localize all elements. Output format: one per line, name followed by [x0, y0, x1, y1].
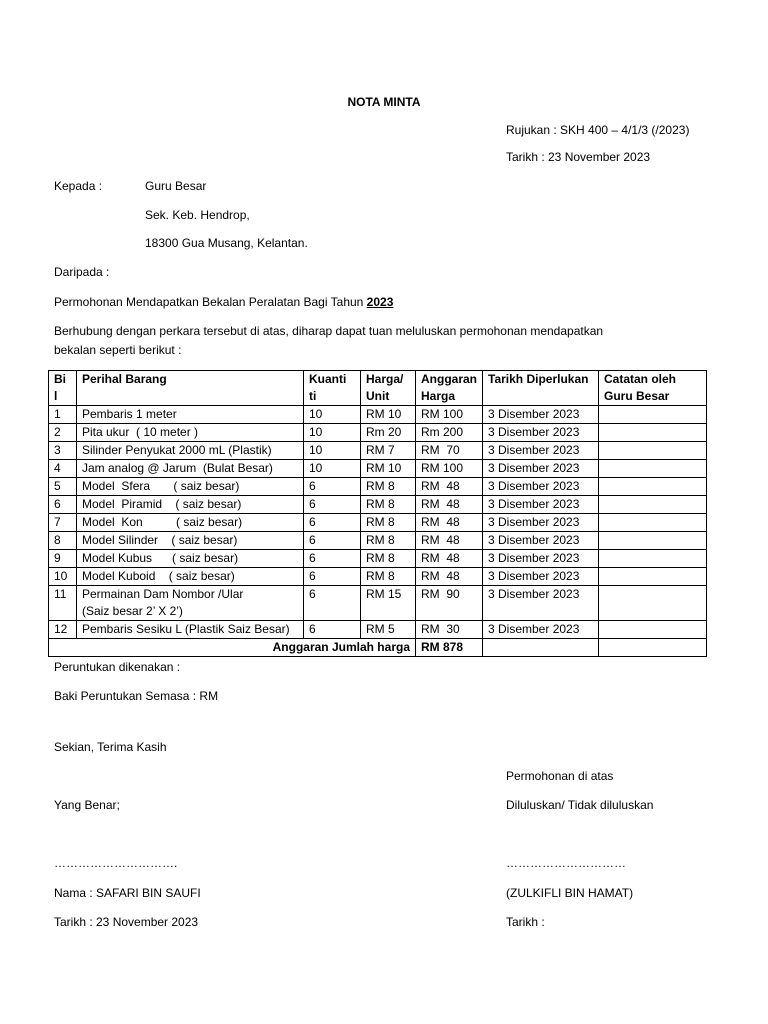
table-row — [49, 496, 707, 514]
cell-bil: 10 — [49, 568, 77, 586]
cell-bil: 11 — [49, 586, 77, 621]
cell-kuantiti: 10 — [304, 460, 361, 478]
cell-tarikh: 3 Disember 2023 — [483, 424, 599, 442]
date-bottom-left: Tarikh : 23 November 2023 — [54, 915, 199, 929]
cell-perihal: Model Kon ( saiz besar) — [77, 514, 304, 532]
cell-harga-unit: RM 8 — [361, 550, 416, 568]
cell-catatan — [599, 424, 707, 442]
cell-anggaran: RM 30 — [416, 621, 483, 639]
cell-kuantiti: 6 — [304, 586, 361, 621]
header-harga-unit: Harga/ Unit — [361, 371, 416, 406]
cell-tarikh: 3 Disember 2023 — [483, 621, 599, 639]
cell-catatan — [599, 460, 707, 478]
cell-kuantiti: 6 — [304, 621, 361, 639]
cell-bil: 8 — [49, 532, 77, 550]
baki-label: Baki Peruntukan Semasa : RM — [54, 689, 219, 703]
table-row — [49, 460, 707, 478]
cell-harga-unit: RM 8 — [361, 514, 416, 532]
cell-harga-unit: RM 10 — [361, 406, 416, 424]
document-title: NOTA MINTA — [347, 95, 421, 109]
table-row — [49, 550, 707, 568]
cell-tarikh: 3 Disember 2023 — [483, 496, 599, 514]
daripada-label: Daripada : — [54, 265, 110, 279]
cell-anggaran: RM 48 — [416, 514, 483, 532]
cell-kuantiti: 6 — [304, 550, 361, 568]
total-empty-cell — [483, 639, 599, 657]
cell-perihal: Pita ukur ( 10 meter ) — [77, 424, 304, 442]
cell-anggaran: RM 48 — [416, 496, 483, 514]
cell-harga-unit: RM 8 — [361, 532, 416, 550]
recipient-line-1: Guru Besar — [145, 179, 207, 193]
reference-number: Rujukan : SKH 400 – 4/1/3 (/2023) — [506, 123, 690, 137]
kepada-label: Kepada : — [54, 179, 103, 193]
cell-kuantiti: 10 — [304, 424, 361, 442]
cell-catatan — [599, 406, 707, 424]
cell-tarikh: 3 Disember 2023 — [483, 514, 599, 532]
body-line-1: Berhubung dengan perkara tersebut di atas, diharap dapat tuan meluluskan permohonan mendapatkan — [54, 324, 604, 338]
cell-perihal: Model Piramid ( saiz besar) — [77, 496, 304, 514]
cell-bil: 2 — [49, 424, 77, 442]
cell-harga-unit: RM 8 — [361, 568, 416, 586]
cell-kuantiti: 6 — [304, 496, 361, 514]
cell-tarikh: 3 Disember 2023 — [483, 442, 599, 460]
cell-tarikh: 3 Disember 2023 — [483, 550, 599, 568]
cell-catatan — [599, 442, 707, 460]
cell-tarikh: 3 Disember 2023 — [483, 586, 599, 621]
date-bottom-right: Tarikh : — [506, 915, 545, 929]
cell-perihal: Pembaris 1 meter — [77, 406, 304, 424]
header-bil: Bi l — [49, 371, 77, 406]
cell-bil: 3 — [49, 442, 77, 460]
cell-catatan — [599, 550, 707, 568]
cell-kuantiti: 10 — [304, 406, 361, 424]
cell-harga-unit: RM 8 — [361, 496, 416, 514]
cell-tarikh: 3 Disember 2023 — [483, 406, 599, 424]
header-perihal: Perihal Barang — [77, 371, 304, 406]
cell-anggaran: RM 48 — [416, 550, 483, 568]
cell-kuantiti: 6 — [304, 514, 361, 532]
cell-kuantiti: 6 — [304, 568, 361, 586]
total-row — [49, 639, 707, 657]
total-value: RM 878 — [416, 639, 483, 657]
cell-bil: 4 — [49, 460, 77, 478]
total-empty-cell — [599, 639, 707, 657]
cell-anggaran: RM 100 — [416, 406, 483, 424]
cell-tarikh: 3 Disember 2023 — [483, 460, 599, 478]
cell-anggaran: Rm 200 — [416, 424, 483, 442]
body-line-2: bekalan seperti berikut : — [54, 343, 182, 357]
cell-anggaran: RM 48 — [416, 568, 483, 586]
signature-line-left: …………………………. — [54, 856, 178, 870]
total-label: Anggaran Jumlah harga — [49, 639, 416, 657]
table-row — [49, 568, 707, 586]
cell-harga-unit: RM 5 — [361, 621, 416, 639]
table-row — [49, 621, 707, 639]
yang-benar: Yang Benar; — [54, 798, 120, 812]
recipient-line-3: 18300 Gua Musang, Kelantan. — [145, 236, 308, 250]
cell-bil: 7 — [49, 514, 77, 532]
approval-status: Diluluskan/ Tidak diluluskan — [506, 798, 654, 812]
cell-anggaran: RM 48 — [416, 478, 483, 496]
cell-tarikh: 3 Disember 2023 — [483, 478, 599, 496]
table-row — [49, 532, 707, 550]
cell-perihal: Model Sfera ( saiz besar) — [77, 478, 304, 496]
cell-catatan — [599, 568, 707, 586]
cell-kuantiti: 6 — [304, 532, 361, 550]
table-header-row — [49, 371, 707, 406]
cell-perihal: Model Kuboid ( saiz besar) — [77, 568, 304, 586]
table-row — [49, 424, 707, 442]
subject-line — [54, 295, 393, 309]
cell-harga-unit: RM 8 — [361, 478, 416, 496]
cell-perihal: Permainan Dam Nombor /Ular (Saiz besar 2’ X 2’) — [77, 586, 304, 621]
cell-catatan — [599, 586, 707, 621]
cell-catatan — [599, 532, 707, 550]
peruntukan-label: Peruntukan dikenakan : — [54, 660, 181, 674]
cell-anggaran: RM 90 — [416, 586, 483, 621]
cell-anggaran: RM 100 — [416, 460, 483, 478]
cell-harga-unit: RM 7 — [361, 442, 416, 460]
cell-perihal: Model Silinder ( saiz besar) — [77, 532, 304, 550]
cell-catatan — [599, 478, 707, 496]
cell-bil: 9 — [49, 550, 77, 568]
subject-year: 2023 — [366, 295, 394, 309]
header-kuantiti: Kuanti ti — [304, 371, 361, 406]
cell-bil: 1 — [49, 406, 77, 424]
recipient-line-2: Sek. Keb. Hendrop, — [145, 208, 250, 222]
applicant-name: Nama : SAFARI BIN SAUFI — [54, 886, 201, 900]
signature-line-right: ………………………… — [506, 856, 626, 870]
cell-harga-unit: RM 10 — [361, 460, 416, 478]
cell-kuantiti: 6 — [304, 478, 361, 496]
header-catatan: Catatan oleh Guru Besar — [599, 371, 707, 406]
cell-kuantiti: 10 — [304, 442, 361, 460]
date-top: Tarikh : 23 November 2023 — [506, 150, 651, 164]
cell-anggaran: RM 48 — [416, 532, 483, 550]
cell-bil: 12 — [49, 621, 77, 639]
table-row — [49, 514, 707, 532]
cell-catatan — [599, 621, 707, 639]
cell-tarikh: 3 Disember 2023 — [483, 568, 599, 586]
table-row — [49, 442, 707, 460]
cell-catatan — [599, 496, 707, 514]
cell-perihal: Silinder Penyukat 2000 mL (Plastik) — [77, 442, 304, 460]
cell-perihal: Jam analog @ Jarum (Bulat Besar) — [77, 460, 304, 478]
items-table — [48, 370, 707, 657]
closing-text: Sekian, Terima Kasih — [54, 740, 167, 754]
cell-harga-unit: Rm 20 — [361, 424, 416, 442]
table-row — [49, 586, 707, 621]
subject-text: Permohonan Mendapatkan Bekalan Peralatan Bagi Tahun — [54, 295, 367, 309]
cell-perihal: Pembaris Sesiku L (Plastik Saiz Besar) — [77, 621, 304, 639]
cell-bil: 6 — [49, 496, 77, 514]
cell-bil: 5 — [49, 478, 77, 496]
cell-tarikh: 3 Disember 2023 — [483, 532, 599, 550]
cell-perihal: Model Kubus ( saiz besar) — [77, 550, 304, 568]
table-row — [49, 478, 707, 496]
cell-harga-unit: RM 15 — [361, 586, 416, 621]
header-tarikh: Tarikh Diperlukan — [483, 371, 599, 406]
cell-anggaran: RM 70 — [416, 442, 483, 460]
cell-catatan — [599, 514, 707, 532]
approval-heading: Permohonan di atas — [506, 769, 614, 783]
table-row — [49, 406, 707, 424]
approver-name: (ZULKIFLI BIN HAMAT) — [506, 886, 634, 900]
header-anggaran: Anggaran Harga — [416, 371, 483, 406]
